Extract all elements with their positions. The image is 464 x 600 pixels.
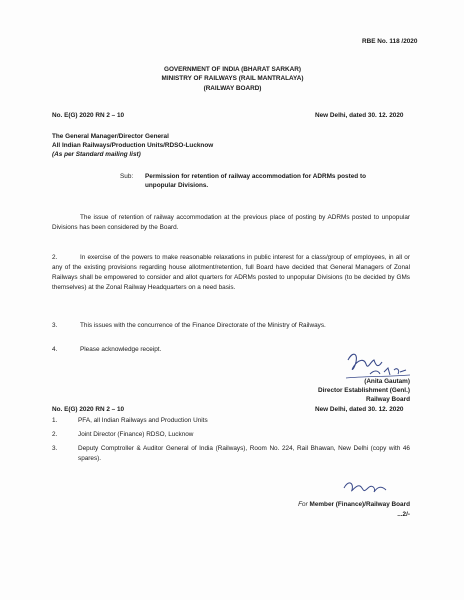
paragraph-3-number: 3. — [52, 322, 58, 329]
government-heading: GOVERNMENT OF INDIA (BHARAT SARKAR) — [163, 66, 302, 73]
copy-item-3-number: 3. — [52, 445, 58, 452]
next-page-marker: ...2/- — [397, 511, 410, 518]
addressee-line-1: The General Manager/Director General — [52, 133, 169, 140]
copy-item-1: PFA, all Indian Railways and Production Units — [78, 417, 208, 424]
paragraph-4: Please acknowledge receipt. — [80, 346, 162, 353]
for-prefix: For — [298, 501, 308, 508]
for-member-text: Member (Finance)/Railway Board — [309, 501, 410, 508]
copy-item-1-number: 1. — [52, 417, 58, 424]
signatory-designation: Director Establishment (Genl.) — [318, 387, 410, 394]
copy-item-2: Joint Director (Finance) RDSO, Lucknow — [78, 431, 194, 438]
paragraph-1: The issue of retention of railway accommodation at the previous place of posting by ADRMs posted to unpopular Divisions has been considered by the Board. — [52, 214, 410, 231]
reference-number: RBE No. 118 /2020 — [362, 38, 418, 45]
copy-file-number: No. E(G) 2020 RN 2 – 10 — [52, 406, 125, 413]
copy-item-2-number: 2. — [52, 431, 58, 438]
paragraph-2: In exercise of the powers to make reasonable relaxations in public interest for a class/group of employees, in all or any of the existing provisions regarding house allotment/retention, full Board have decided that General Managers of Zonal Railways shall be empowered to consider and allot quarters for ADRMs posted to unpopular Divisions (to be decided by GMs themselves) at the Zonal Railway Headquarters on a need basis. — [52, 254, 410, 291]
subject-line-2: unpopular Divisions. — [145, 182, 209, 189]
copy-item-3: Deputy Comptroller & Auditor General of India (Railways), Room No. 224, Rail Bhawan, New Delhi (copy with 46 spares). — [78, 445, 410, 462]
subject-line-1: Permission for retention of railway accommodation for ADRMs posted to — [145, 173, 366, 180]
board-heading: (RAILWAY BOARD) — [203, 85, 262, 92]
for-member-finance — [270, 500, 410, 509]
subject-label: Sub: — [120, 173, 134, 180]
paragraph-3: This issues with the concurrence of the Finance Directorate of the Ministry of Railways. — [80, 322, 326, 329]
file-number: No. E(G) 2020 RN 2 – 10 — [52, 112, 125, 119]
signatory-organization: Railway Board — [365, 396, 410, 403]
place-date: New Delhi, dated 30. 12. 2020 — [315, 112, 404, 119]
signatory-name: (Anita Gautam) — [364, 378, 410, 385]
addressee-line-2: All Indian Railways/Production Units/RDSO-Lucknow — [52, 142, 214, 149]
addressee-line-3: (As per Standard mailing list) — [52, 151, 141, 158]
ministry-heading: MINISTRY OF RAILWAYS (RAIL MANTRALAYA) — [161, 75, 304, 82]
member-finance-signature — [340, 476, 390, 498]
copy-place-date: New Delhi, dated 30. 12. 2020 — [315, 406, 404, 413]
paragraph-2-number: 2. — [52, 254, 58, 261]
paragraph-4-number: 4. — [52, 346, 58, 353]
